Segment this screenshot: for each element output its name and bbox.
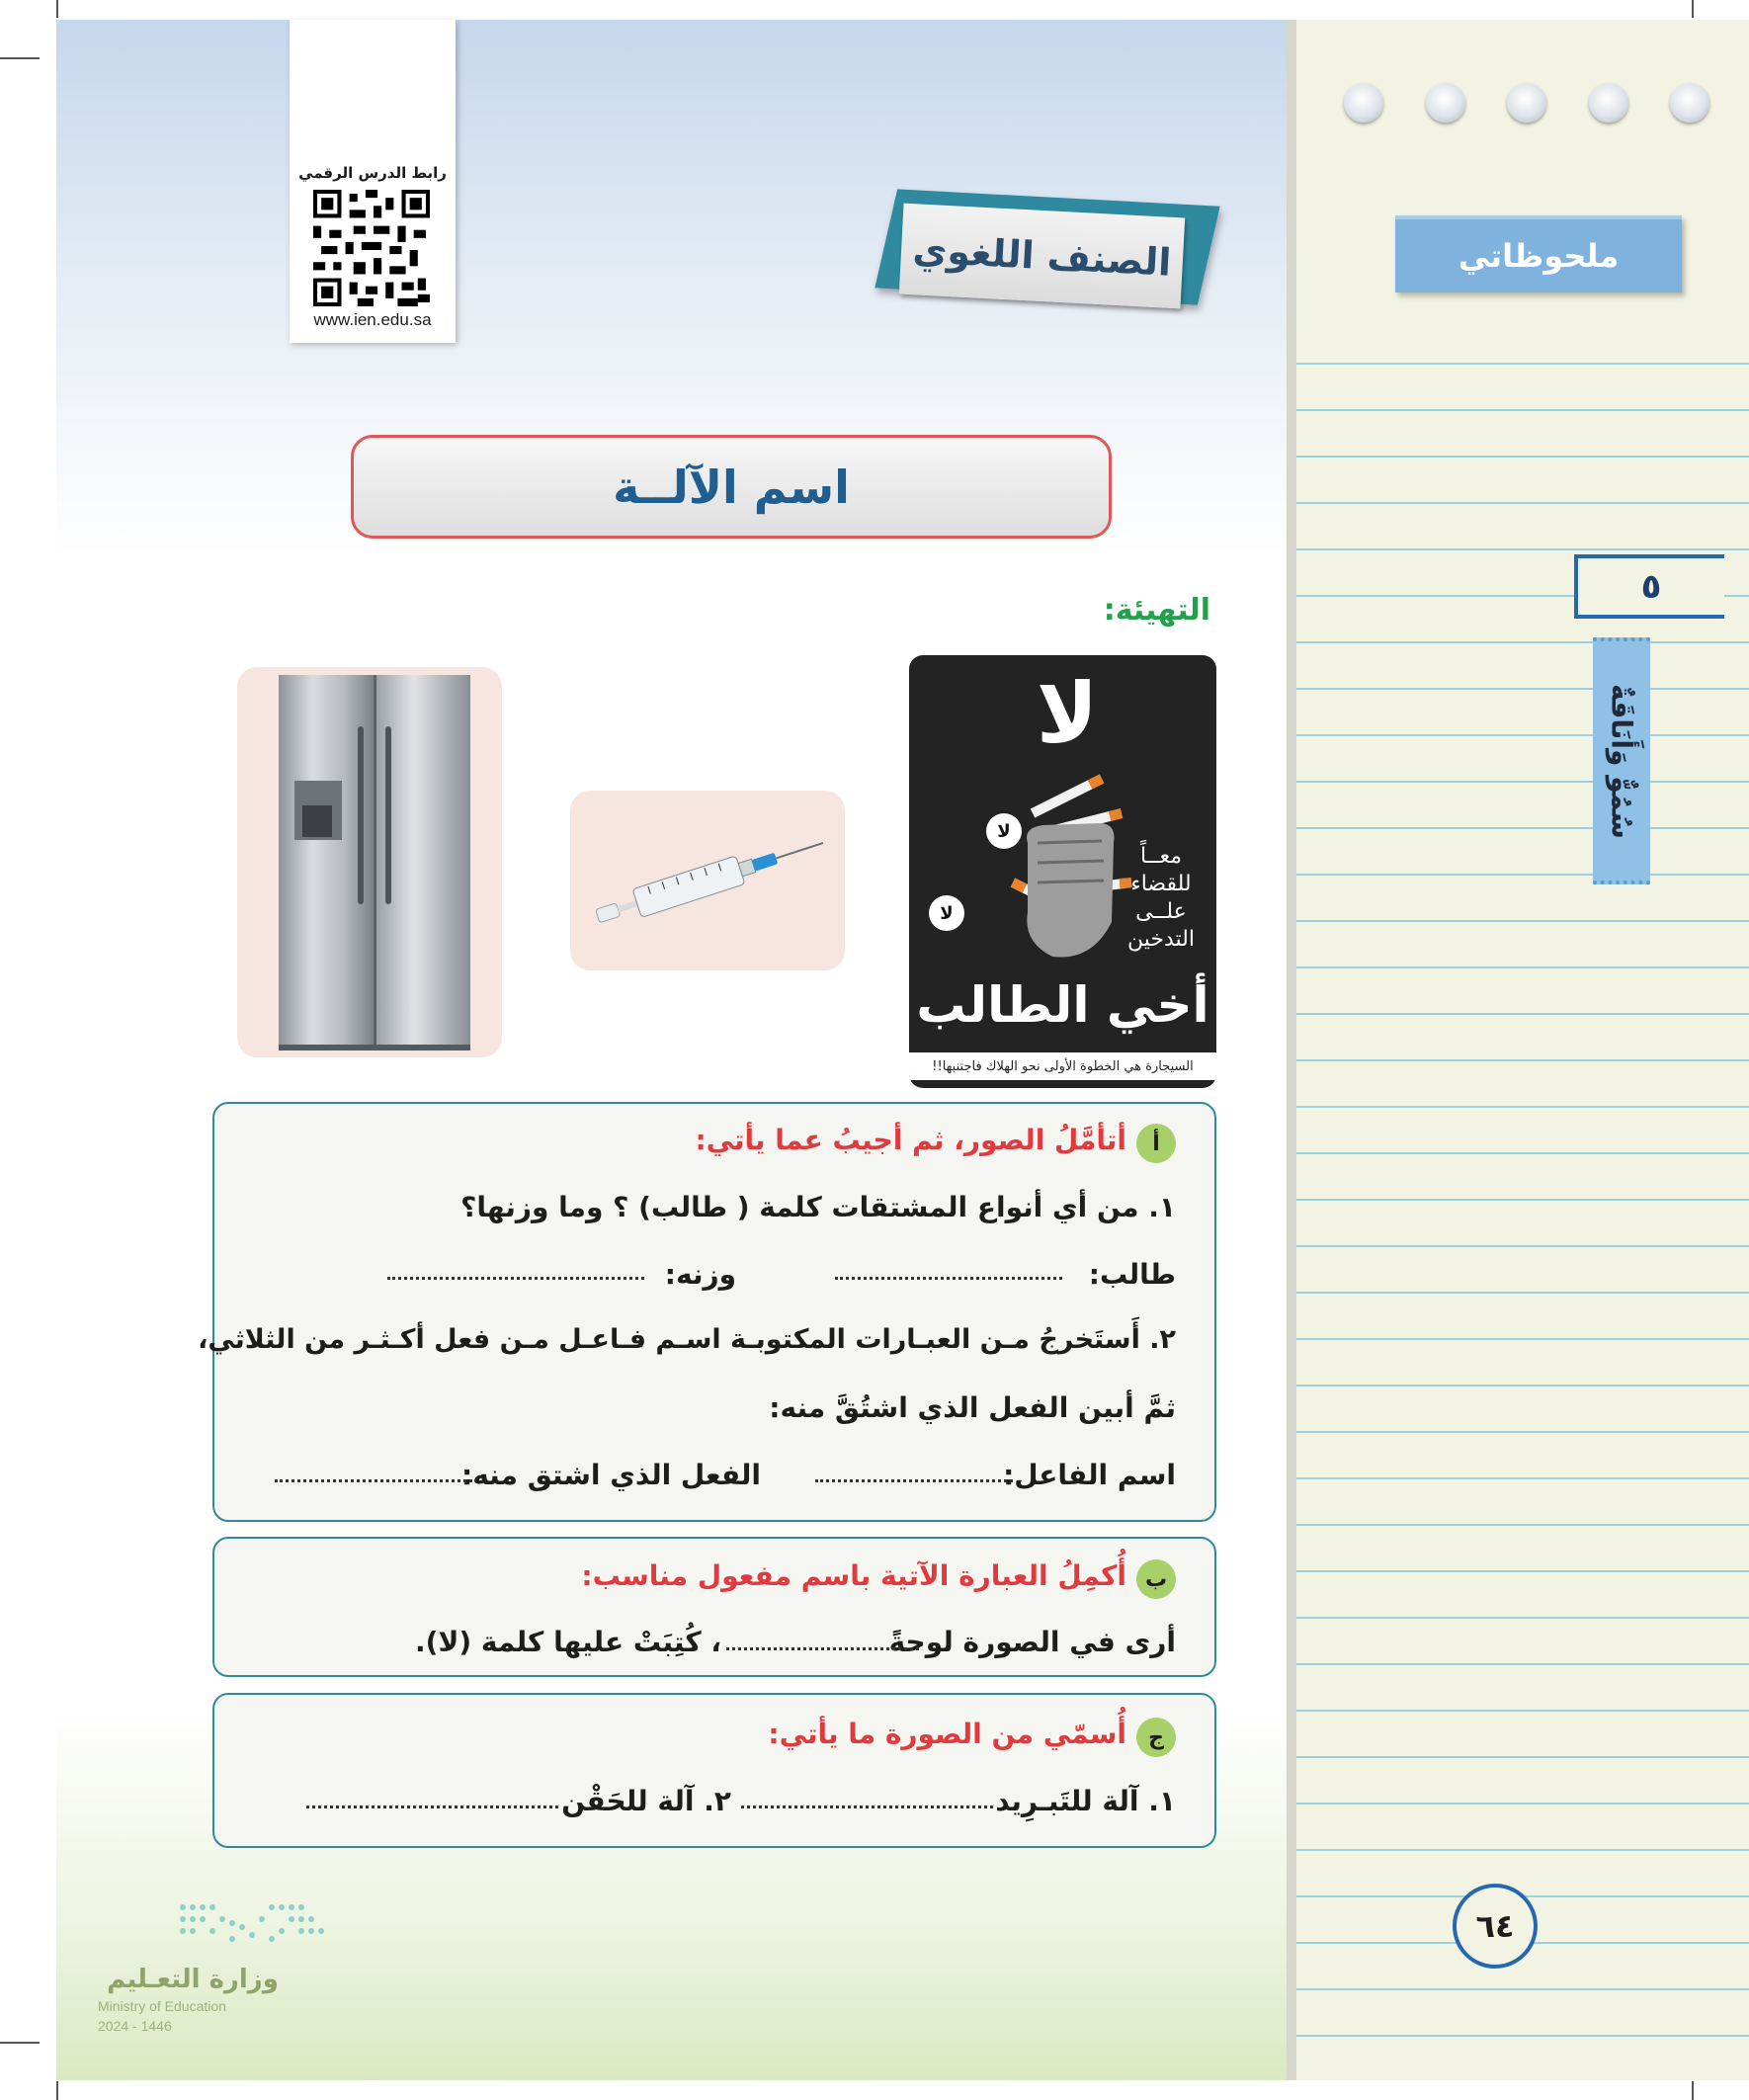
binder-hole xyxy=(1670,83,1709,123)
warmup-label: التهيئة: xyxy=(1103,593,1210,628)
poster-side-line: علــى xyxy=(1135,899,1187,924)
section-c-instruction: أُسمّي من الصورة ما يأتي: xyxy=(768,1718,1126,1750)
binder-hole xyxy=(1589,83,1628,123)
sentence-blank[interactable] xyxy=(726,1647,919,1650)
poster-footer: السيجارة هي الخطوة الأولى نحو الهلاك فاجتنبها!! xyxy=(909,1052,1216,1080)
poster-side-line: التدخين xyxy=(1127,927,1195,952)
q2-field-source-verb: الفعل الذي اشتق منه: xyxy=(461,1459,761,1491)
ministry-logo xyxy=(94,1897,351,2036)
poster-side-line: معــاً xyxy=(1140,844,1182,869)
ministry-english-name: Ministry of Education xyxy=(98,1998,226,2014)
anti-smoking-poster xyxy=(909,655,1216,1088)
sentence-start: أرى في الصورة لوحةً xyxy=(888,1626,1176,1658)
q2-field-active-participle: اسم الفاعل: xyxy=(1003,1459,1176,1491)
page-number: ٦٤ xyxy=(1453,1884,1538,1969)
section-b-instruction: أُكمِلُ العبارة الآتية باسم مفعول مناسب: xyxy=(581,1559,1126,1592)
ministry-arabic-name: وزارة التعـليم xyxy=(107,1965,279,1994)
syringe-image xyxy=(570,791,845,970)
q1-answer-blank[interactable] xyxy=(835,1277,1062,1280)
section-badge-a: أ xyxy=(1136,1124,1176,1163)
crop-mark xyxy=(0,2042,40,2044)
q2-participle-blank[interactable] xyxy=(815,1479,1013,1482)
unit-number: ٥ xyxy=(1574,554,1724,619)
poster-side-line: للقضاء xyxy=(1130,872,1192,896)
poster-no-badge: لا xyxy=(986,813,1022,849)
binder-hole xyxy=(1507,83,1546,123)
binder-hole xyxy=(1344,83,1383,123)
notes-column xyxy=(1287,20,1749,2080)
lesson-title: اسم الآلــة xyxy=(351,435,1112,539)
poster-no-text: لا xyxy=(1036,665,1099,762)
refrigerator-image xyxy=(237,667,502,1057)
q1-field-student-label: طالب: xyxy=(1088,1258,1176,1291)
category-label: الصنف اللغوي xyxy=(899,204,1185,309)
exercise-card-c xyxy=(212,1693,1216,1848)
qr-label: رابط الدرس الرقمي xyxy=(298,164,447,182)
notes-title: ملحوظاتي xyxy=(1395,215,1682,293)
question-1: ١. من أي أنواع المشتقات كلمة ( طالب) ؟ وما وزنها؟ xyxy=(460,1191,1176,1223)
qr-code-icon[interactable] xyxy=(313,190,430,306)
item-2-blank[interactable] xyxy=(306,1806,558,1808)
section-a-instruction: أتأمَّلُ الصور، ثم أجيبُ عما يأتي: xyxy=(695,1124,1126,1156)
sentence-end: ، كُتِبَتْ عليها كلمة (لا). xyxy=(415,1626,721,1658)
crop-mark xyxy=(56,2081,58,2100)
item-1-blank[interactable] xyxy=(741,1806,993,1808)
section-badge-c: ج xyxy=(1136,1718,1176,1757)
question-2-line-2: ثمَّ أبين الفعل الذي اشتُقَّ منه: xyxy=(769,1391,1176,1424)
crop-mark xyxy=(1692,2081,1694,2100)
item-2-injection: ٢. آلة للحَقْن xyxy=(561,1785,731,1817)
q1-pattern-blank[interactable] xyxy=(387,1277,644,1280)
poster-side-text xyxy=(1112,843,1210,954)
poster-no-badge: لا xyxy=(929,895,964,931)
crop-mark xyxy=(56,0,58,18)
item-1-cooling: ١. آلة للتَبـرِيد xyxy=(995,1785,1176,1817)
ministry-year: 2024 - 1446 xyxy=(98,2018,172,2034)
question-2-line-1: ٢. أَستَخرجُ مـن العبـارات المكتوبـة اسـم فـاعـل مـن فعل أكـثـر من الثلاثي، xyxy=(198,1324,1176,1355)
poster-headline: أخي الطالب xyxy=(916,976,1209,1034)
crop-mark xyxy=(1692,0,1694,18)
unit-title: سُمُوٌّ وَأَنَاقَةٌ xyxy=(1593,637,1650,884)
qr-card[interactable] xyxy=(290,20,456,343)
q2-verb-blank[interactable] xyxy=(275,1479,472,1482)
ministry-dots-icon xyxy=(173,1897,331,1947)
section-badge-b: ب xyxy=(1136,1559,1176,1599)
crop-mark xyxy=(0,57,40,59)
q1-field-pattern-label: وزنه: xyxy=(664,1258,736,1291)
qr-url[interactable]: www.ien.edu.sa xyxy=(313,310,432,329)
binder-hole xyxy=(1426,83,1465,123)
